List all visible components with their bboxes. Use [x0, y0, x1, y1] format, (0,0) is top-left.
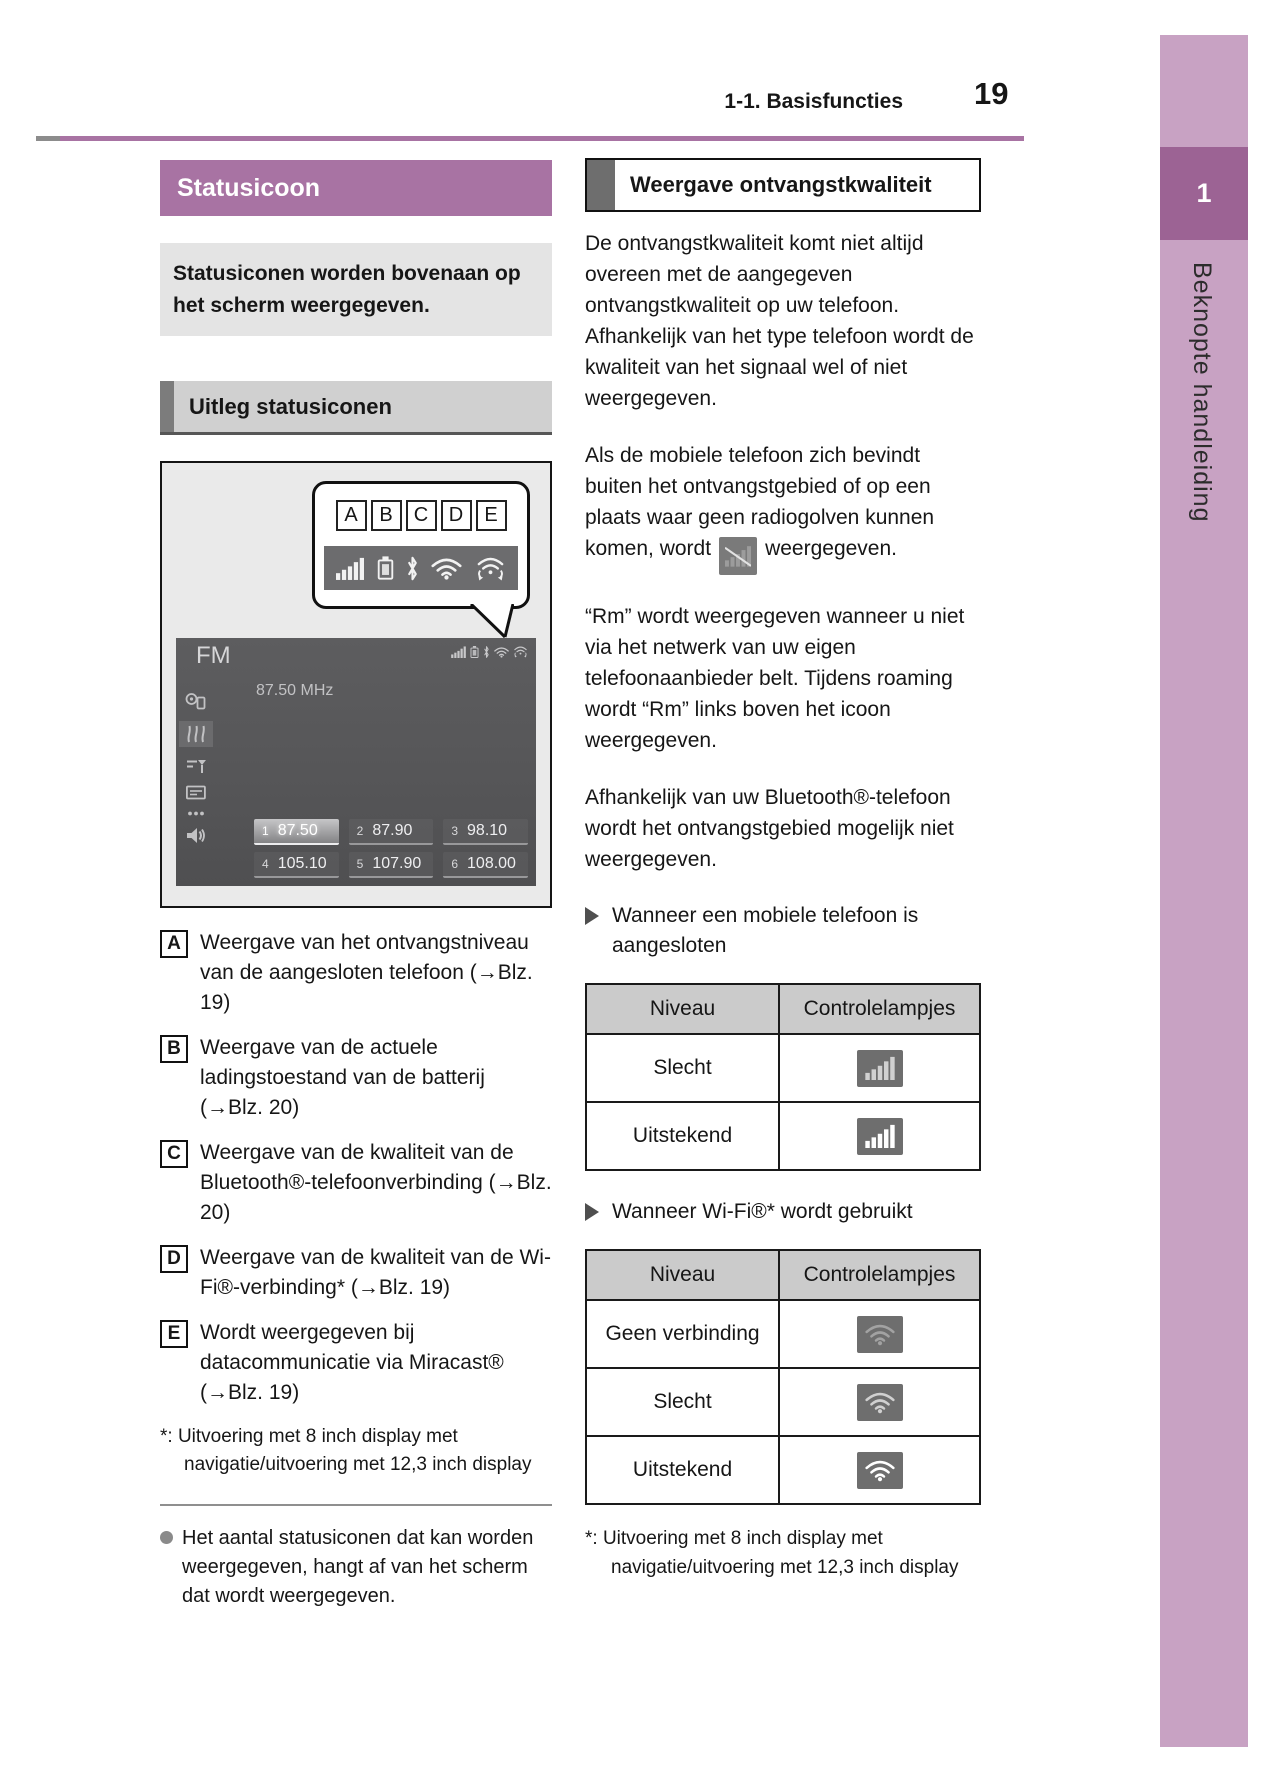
table-row [586, 1034, 980, 1102]
table-row [586, 1436, 980, 1504]
case-item-phone [585, 901, 981, 961]
wifi-dim-icon [857, 1316, 903, 1353]
wifi-icon [431, 556, 462, 580]
case-label: Wanneer een mobiele telefoon is aangesloten [612, 904, 919, 957]
info-card-icon [186, 785, 206, 800]
signal-bars-dim-icon [857, 1050, 903, 1087]
indicator-cell [779, 1300, 980, 1368]
legend-text: Weergave van de actuele ladingstoestand van de batterij (→Blz. 20) [200, 1036, 485, 1120]
callout-pointer [470, 604, 514, 640]
battery-icon [470, 646, 479, 658]
section-header-ontvangst [585, 158, 981, 212]
legend-item-b [160, 1033, 552, 1123]
right-column [585, 158, 981, 1582]
more-dots-icon [187, 811, 205, 816]
miracast-icon [475, 555, 506, 581]
callout-letter-e: E [476, 500, 507, 531]
status-icons-figure [160, 461, 552, 908]
left-footnote: *: Uitvoering met 8 inch display met navigatie/uitvoering met 12,3 inch display [160, 1426, 532, 1475]
preset-button-1 [254, 819, 339, 845]
table-row [586, 1300, 980, 1368]
column-header-controlelampjes: Controlelampjes [779, 1250, 980, 1300]
level-cell: Geen verbinding [586, 1300, 779, 1368]
legend-item-e [160, 1318, 552, 1408]
indicator-cell [779, 1034, 980, 1102]
section-header-marker [160, 381, 174, 432]
level-cell: Slecht [586, 1034, 779, 1102]
preset-number: 6 [451, 857, 459, 871]
radio-frequency: 87.50 MHz [256, 682, 334, 699]
page-number: 19 [974, 76, 1009, 111]
level-cell: Slecht [586, 1368, 779, 1436]
wifi-mid-icon [857, 1384, 903, 1421]
legend-text: Weergave van de kwaliteit van de Bluetooth®-telefoonverbinding (→Blz. 20) [200, 1141, 552, 1225]
legend-text: Weergave van de kwaliteit van de Wi-Fi®-verbinding* (→Blz. 19) [200, 1246, 551, 1300]
table-row [586, 1102, 980, 1170]
right-footnote: *: Uitvoering met 8 inch display met navigatie/uitvoering met 12,3 inch display [585, 1528, 959, 1578]
bluetooth-icon [483, 646, 490, 658]
callout-letter-row [336, 500, 507, 531]
volume-icon [186, 827, 206, 844]
phone-source-icon [185, 692, 207, 710]
legend-text: Weergave van het ontvangstniveau van de aangesloten telefoon (→Blz. 19) [200, 931, 533, 1015]
preset-button-4 [254, 852, 339, 878]
legend-badge-a: A [160, 930, 188, 958]
preset-number: 4 [262, 857, 269, 871]
phone-signal-table [585, 983, 981, 1171]
status-icons-callout [312, 481, 530, 609]
indicator-cell [779, 1436, 980, 1504]
page-title: Statusicoon [160, 160, 552, 216]
radio-display-screen [176, 638, 536, 886]
preset-button-5 [349, 852, 434, 878]
header-rule-gray-segment [36, 136, 60, 141]
column-header-niveau: Niveau [586, 1250, 779, 1300]
callout-icon-strip [324, 546, 518, 590]
miracast-icon [513, 645, 528, 658]
legend-item-a [160, 928, 552, 1018]
wifi-bright-icon [857, 1452, 903, 1489]
triangle-bullet-icon [585, 1203, 599, 1221]
table-header-row [586, 984, 980, 1034]
legend-badge-e: E [160, 1320, 188, 1348]
chapter-number-tab [1160, 147, 1248, 240]
legend-badge-d: D [160, 1245, 188, 1273]
paragraph-1: De ontvangstkwaliteit komt niet altijd overeen met de aangegeven ontvangstkwaliteit op uw telefoon. Afhankelijk van het type telefoon wordt de kwaliteit van het signaal wel of niet weergegeven. [585, 232, 974, 410]
radio-waves-icon-highlight [179, 721, 213, 747]
callout-letter-c: C [406, 500, 437, 531]
left-column [160, 160, 552, 1611]
column-header-niveau: Niveau [586, 984, 779, 1034]
wifi-icon [494, 646, 509, 658]
preset-grid [254, 819, 528, 878]
preset-frequency: 107.90 [372, 855, 422, 872]
level-cell: Uitstekend [586, 1436, 779, 1504]
level-cell: Uitstekend [586, 1102, 779, 1170]
preset-button-6 [443, 852, 528, 878]
case-label: Wanneer Wi-Fi®* wordt gebruikt [612, 1200, 913, 1223]
legend-text: Wordt weergegeven bij datacommunicatie via Miracast® (→Blz. 19) [200, 1321, 504, 1405]
legend-list [160, 928, 552, 1408]
legend-badge-b: B [160, 1035, 188, 1063]
section-header-uitleg [160, 381, 552, 435]
radio-band-label: FM [196, 642, 231, 669]
callout-letter-b: B [371, 500, 402, 531]
preset-button-3 [443, 819, 528, 845]
paragraph-3: “Rm” wordt weergegeven wanneer u niet via het netwerk van uw eigen telefoonaanbieder belt. Tijdens roaming wordt “Rm” links boven het icoon weergegeven. [585, 605, 965, 752]
chapter-number: 1 [1196, 178, 1212, 208]
preset-frequency: 98.10 [467, 822, 508, 839]
section-title: Uitleg statusiconen [189, 394, 392, 419]
section-header-marker [587, 160, 615, 210]
paragraph-4: Afhankelijk van uw Bluetooth®-telefoon wordt het ontvangstgebied mogelijk niet weergegeven. [585, 786, 954, 871]
signal-bars-bright-icon [857, 1118, 903, 1155]
preset-frequency: 87.50 [277, 822, 318, 839]
legend-item-d [160, 1243, 552, 1303]
header-rule [60, 136, 1024, 141]
preset-frequency: 87.90 [372, 822, 413, 839]
no-signal-icon [719, 537, 757, 575]
station-list-icon [186, 758, 206, 774]
bluetooth-icon [406, 556, 419, 581]
intro-box: Statusiconen worden bovenaan op het scherm weergegeven. [160, 243, 552, 336]
preset-number: 5 [356, 857, 364, 871]
callout-letter-d: D [441, 500, 472, 531]
paragraph-2 [585, 440, 981, 575]
note-text: Het aantal statusiconen dat kan worden weergegeven, hangt af van het scherm dat wordt weergegeven. [182, 1527, 534, 1608]
radio-waves-icon [186, 725, 206, 743]
legend-badge-c: C [160, 1140, 188, 1168]
preset-frequency: 105.10 [277, 855, 327, 872]
status-icon-row [451, 645, 528, 658]
breadcrumb: 1-1. Basisfuncties [724, 90, 903, 113]
wifi-signal-table [585, 1249, 981, 1505]
signal-bars-icon [336, 557, 364, 580]
case-item-wifi [585, 1197, 981, 1227]
preset-button-2 [349, 819, 434, 845]
paragraph-2-before: Als de mobiele telefoon zich bevindt buiten het ontvangstgebied of op een plaats waar geen radiogolven kunnen komen, wordt [585, 444, 935, 560]
note-item [160, 1524, 552, 1611]
indicator-cell [779, 1102, 980, 1170]
preset-frequency: 108.00 [467, 855, 516, 872]
note-bullet-icon [160, 1531, 173, 1544]
column-header-controlelampjes: Controlelampjes [779, 984, 980, 1034]
legend-item-c [160, 1138, 552, 1228]
table-header-row [586, 1250, 980, 1300]
screen-side-rail [179, 692, 213, 844]
signal-bars-icon [451, 646, 466, 658]
table-row [586, 1368, 980, 1436]
preset-number: 3 [451, 824, 459, 838]
preset-number: 2 [356, 824, 364, 838]
chapter-title-vertical: Beknopte handleiding [1188, 262, 1216, 523]
section-title: Weergave ontvangstkwaliteit [630, 172, 932, 197]
divider [160, 1504, 552, 1506]
triangle-bullet-icon [585, 907, 599, 925]
battery-icon [377, 556, 394, 580]
indicator-cell [779, 1368, 980, 1436]
paragraph-2-after: weergegeven. [765, 537, 897, 560]
preset-number: 1 [262, 824, 269, 838]
callout-letter-a: A [336, 500, 367, 531]
